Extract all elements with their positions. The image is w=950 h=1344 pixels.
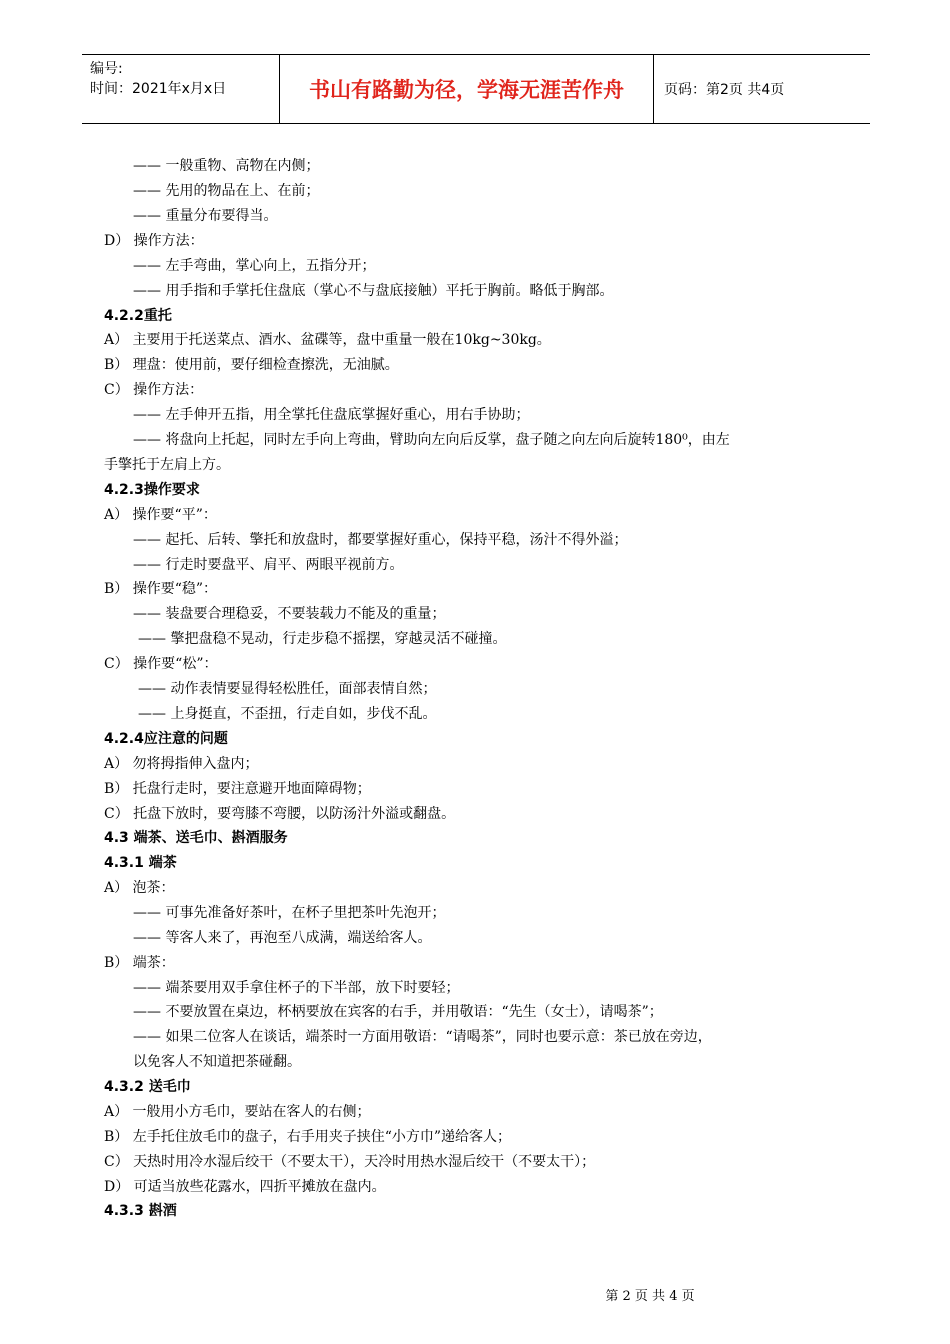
body-line: D） 操作方法： — [104, 233, 204, 249]
body-line: C） 操作要“松”： — [104, 656, 218, 672]
body-line: —— 端茶要用双手拿住杯子的下半部，放下时要轻； — [133, 980, 460, 996]
page-footer: 第 2 页 共 4 页 — [605, 1289, 695, 1304]
body-line: —— 一般重物、高物在内侧； — [133, 158, 320, 174]
body-line: —— 不要放置在桌边，杯柄要放在宾客的右手，并用敬语：“先生（女士），请喝茶”； — [133, 1004, 663, 1020]
body-line: —— 装盘要合理稳妥，不要装载力不能及的重量； — [133, 606, 446, 622]
body-line: —— 动作表情要显得轻松胜任，面部表情自然； — [138, 681, 437, 697]
section-heading: 4.3.3 斟酒 — [104, 1203, 177, 1219]
body-line: B） 理盘：使用前，要仔细检查擦洗，无油腻。 — [104, 357, 399, 373]
body-line: A） 泡茶： — [104, 880, 175, 896]
body-line: —— 擎把盘稳不晃动，行走步稳不摇摆，穿越灵活不碰撞。 — [138, 631, 507, 647]
body-line: B） 端茶： — [104, 955, 175, 971]
body-line: —— 行走时要盘平、肩平、两眼平视前方。 — [133, 557, 404, 573]
body-line: A） 主要用于托送菜点、酒水、盆碟等，盘中重量一般在10kg~30kg。 — [104, 332, 551, 348]
header-page-number: 页码：第2页 共4页 — [664, 82, 785, 98]
body-line: —— 起托、后转、擎托和放盘时，都要掌握好重心，保持平稳，汤汁不得外溢； — [133, 532, 628, 548]
body-line: 手擎托于左肩上方。 — [104, 457, 230, 473]
body-line: —— 如果二位客人在谈话，端茶时一方面用敬语：“请喝茶”，同时也要示意：茶已放在旁边， — [133, 1029, 712, 1045]
body-line: C） 天热时用冷水湿后绞干（不要太干），天冷时用热水湿后绞干（不要太干）； — [104, 1154, 596, 1170]
body-line: B） 左手托住放毛巾的盘子，右手用夹子挟住“小方巾”递给客人； — [104, 1129, 512, 1145]
body-line: A） 操作要“平”： — [104, 507, 217, 523]
body-line: —— 等客人来了，再泡至八成满，端送给客人。 — [133, 930, 432, 946]
header-info-cell — [82, 55, 280, 123]
section-heading: 4.3 端茶、送毛巾、斟酒服务 — [104, 830, 288, 846]
section-heading: 4.2.4应注意的问题 — [104, 731, 228, 747]
body-line: 以免客人不知道把茶碰翻。 — [133, 1054, 301, 1070]
section-heading: 4.3.2 送毛巾 — [104, 1079, 191, 1095]
body-line: —— 将盘向上托起，同时左手向上弯曲，臂助向左向后反掌，盘子随之向左向后旋转180⁰，由左 — [133, 432, 730, 448]
body-line: —— 上身挺直，不歪扭，行走自如，步伐不乱。 — [138, 706, 437, 722]
header-motto: 书山有路勤为径，学海无涯苦作舟 — [280, 55, 654, 123]
section-heading: 4.2.2重托 — [104, 308, 172, 324]
body-line: C） 托盘下放时，要弯膝不弯腰，以防汤汁外溢或翻盘。 — [104, 806, 456, 822]
body-line: B） 托盘行走时，要注意避开地面障碍物； — [104, 781, 371, 797]
body-line: A） 一般用小方毛巾，要站在客人的右侧； — [104, 1104, 371, 1120]
body-line: —— 左手伸开五指，用全掌托住盘底掌握好重心，用右手协助； — [133, 407, 530, 423]
body-line: —— 重量分布要得当。 — [133, 208, 278, 224]
body-line: —— 可事先准备好茶叶，在杯子里把茶叶先泡开； — [133, 905, 446, 921]
page-header — [82, 54, 870, 124]
body-line: A） 勿将拇指伸入盘内； — [104, 756, 259, 772]
document-date-label: 时间：2021年x月x日 — [90, 81, 227, 97]
section-heading: 4.3.1 端茶 — [104, 855, 177, 871]
body-line: —— 用手指和手掌托住盘底（掌心不与盘底接触）平托于胸前。略低于胸部。 — [133, 283, 614, 299]
body-line: —— 先用的物品在上、在前； — [133, 183, 320, 199]
section-heading: 4.2.3操作要求 — [104, 482, 200, 498]
body-line: D） 可适当放些花露水，四折平摊放在盘内。 — [104, 1179, 386, 1195]
body-line: —— 左手弯曲，掌心向上，五指分开； — [133, 258, 376, 274]
body-line: C） 操作方法： — [104, 382, 204, 398]
document-number-label: 编号: — [90, 61, 123, 77]
body-line: B） 操作要“稳”： — [104, 581, 218, 597]
